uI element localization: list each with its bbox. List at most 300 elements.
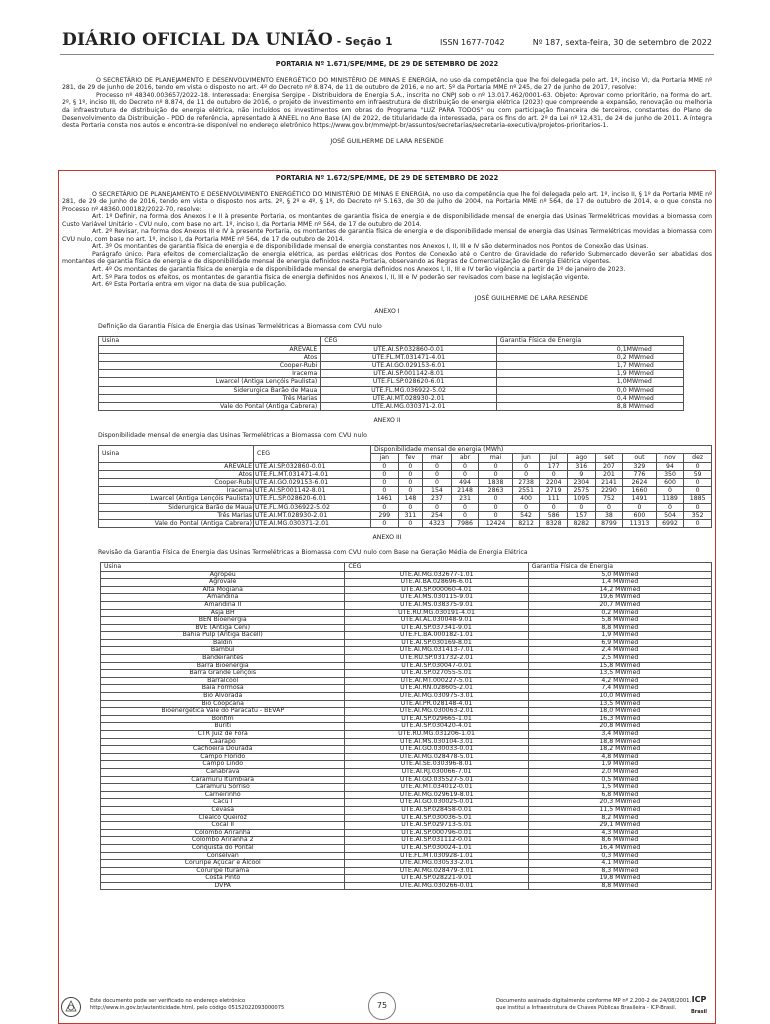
plant-name: Baldin	[101, 639, 345, 647]
plant-name: Cacú I	[101, 799, 345, 807]
month-value: 1461	[371, 495, 399, 503]
month-value: 0	[623, 503, 656, 511]
month-value: 148	[398, 495, 423, 503]
plant-name: Atos	[99, 470, 254, 478]
month-value: 0	[398, 462, 423, 470]
month-value: 0	[684, 479, 712, 487]
ceg-code: UTE.AI.GO.035527-5.01	[345, 776, 528, 784]
guarantee-value: 1,9 MWmed	[528, 761, 711, 769]
column-header: CEG	[254, 446, 371, 462]
plant-name: DVPA	[101, 882, 345, 890]
month-value: 11313	[623, 520, 656, 528]
month-value: 0	[371, 503, 399, 511]
ceg-code: UTE.RU.MG.030191-4.01	[345, 609, 528, 617]
month-value: 2738	[512, 479, 540, 487]
table-row	[99, 503, 712, 511]
month-value: 0	[398, 503, 423, 511]
month-value: 8799	[595, 520, 623, 528]
annex-title: ANEXO I	[374, 308, 400, 316]
portaria-1672	[62, 174, 712, 890]
plant-name: Cooper-Rubi	[99, 479, 254, 487]
month-value: 2290	[595, 487, 623, 495]
ceg-code: UTE.AI.SP.001142-8.01	[254, 487, 371, 495]
month-value: 6992	[656, 520, 684, 528]
page-number: 75	[368, 992, 396, 1020]
month-value: 1095	[568, 495, 596, 503]
ceg-code: UTE.AI.RN.028605-2.01	[345, 685, 528, 693]
guarantee-value: 13,5 MWmed	[528, 700, 711, 708]
month-value: 0	[451, 511, 479, 519]
plant-name: Bonfim	[101, 715, 345, 723]
plant-name: Amandina	[101, 594, 345, 602]
table-row	[99, 386, 684, 394]
plant-name: Colombo Ariranha	[101, 829, 345, 837]
month-header: ago	[568, 454, 596, 462]
table-row	[99, 495, 712, 503]
month-value: 2148	[451, 487, 479, 495]
guarantee-value: 20,7 MWmed	[528, 601, 711, 609]
ceg-code: UTE.FL.SP.028620-6.01	[321, 378, 497, 386]
month-value: 2624	[623, 479, 656, 487]
plant-name: Baía Formosa	[101, 685, 345, 693]
plant-name: Vale do Pontal (Antiga Cabrera)	[99, 520, 254, 528]
guarantee-value: 1,7 MWmed	[496, 361, 683, 369]
plant-name: Bioenergética Vale do Paracatu - BEVAP	[101, 708, 345, 716]
guarantee-value: 8,6 MWmed	[528, 837, 711, 845]
month-value: 59	[684, 470, 712, 478]
plant-name: Caramuru Sorriso	[101, 784, 345, 792]
ceg-code: UTE.AI.MG.032677-1.01	[345, 571, 528, 579]
ceg-code: UTE.AI.MG.030063-2.01	[345, 708, 528, 716]
plant-name: Barra Bioenergia	[101, 662, 345, 670]
guarantee-value: 0,2 MWmed	[496, 353, 683, 361]
month-value: 400	[512, 495, 540, 503]
plant-name: Conselvan	[101, 852, 345, 860]
plant-name: Asja BH	[101, 609, 345, 617]
month-value: 0	[423, 503, 452, 511]
month-header: dez	[684, 454, 712, 462]
ceg-code: UTE.FL.MT.031471-4.01	[254, 470, 371, 478]
guarantee-value: 1,9 MWmed	[496, 370, 683, 378]
month-value: 0	[423, 462, 452, 470]
plant-name: Buriti	[101, 723, 345, 731]
ceg-code: UTE.AI.MG.030371-2.01	[254, 520, 371, 528]
guarantee-value: 0,2 MWmed	[528, 609, 711, 617]
guarantee-value: 0,0 MWmed	[496, 386, 683, 394]
ceg-code: UTE.AI.SP.032860-0.01	[321, 345, 497, 353]
ceg-code: UTE.AI.MT.028930-2.01	[321, 394, 497, 402]
month-value: 0	[512, 462, 540, 470]
ceg-code: UTE.AI.AL.030048-9.01	[345, 617, 528, 625]
month-header: out	[623, 454, 656, 462]
month-header: jan	[371, 454, 399, 462]
month-value: 8282	[568, 520, 596, 528]
month-value: 12424	[479, 520, 512, 528]
month-value: 0	[371, 479, 399, 487]
month-value: 2719	[540, 487, 568, 495]
ceg-code: UTE.AI.MG.031413-7.01	[345, 647, 528, 655]
plant-name: Cooper-Rubi	[99, 361, 321, 369]
table-row	[99, 479, 712, 487]
month-value: 7986	[451, 520, 479, 528]
table-row	[101, 806, 712, 814]
month-value: 0	[371, 487, 399, 495]
guarantee-value: 15,8 MWmed	[528, 662, 711, 670]
table-row	[101, 693, 712, 701]
month-value: 0	[398, 487, 423, 495]
month-value: 1491	[623, 495, 656, 503]
month-value: 586	[540, 511, 568, 519]
ceg-code: UTE.AI.BA.028696-6.01	[345, 579, 528, 587]
month-value: 0	[451, 462, 479, 470]
plant-name: Caarapó	[101, 738, 345, 746]
guarantee-value: 19,8 MWmed	[528, 875, 711, 883]
ceg-code: UTE.AI.SP.028221-9.01	[345, 875, 528, 883]
article: Art. 2º Revisar, na forma dos Anexos III e IV à presente Portaria, os montantes de garantia física de energia e de disponibilidade mensal de energia das Usinas Termelétricas movidas a biomassa com CVU nulo, com base no art. 1º, inciso I, da Portaria MME nº 564, de 17 de outubro de 2014.	[62, 228, 712, 243]
plant-name: Barralcool	[101, 677, 345, 685]
guarantee-value: 5,0 MWmed	[528, 571, 711, 579]
guarantee-value: 7,4 MWmed	[528, 685, 711, 693]
month-value: 0	[684, 503, 712, 511]
table-row	[99, 462, 712, 470]
table-row	[101, 768, 712, 776]
ceg-code: UTE.AI.MT.000227-5.01	[345, 677, 528, 685]
month-value: 0	[479, 495, 512, 503]
month-value: 1838	[479, 479, 512, 487]
guarantee-value: 2,0 MWmed	[528, 768, 711, 776]
plant-name: Canabrava	[101, 768, 345, 776]
verification-link[interactable]: http://www.in.gov.br/autenticidade.html, pelo código 05152022093000075	[90, 1004, 285, 1011]
month-value: 177	[540, 462, 568, 470]
plant-name: Bio Coopcana	[101, 700, 345, 708]
month-value: 0	[540, 470, 568, 478]
plant-name: Caramuru Itumbiara	[101, 776, 345, 784]
month-value: 0	[451, 503, 479, 511]
month-value: 600	[656, 479, 684, 487]
annex2-table	[98, 445, 712, 528]
ceg-code: UTE.AI.SP.000796-0.01	[345, 829, 528, 837]
portaria-1671	[62, 57, 712, 145]
plant-name: AREVALE	[99, 345, 321, 353]
annex-title: ANEXO III	[372, 534, 402, 542]
month-value: 0	[684, 487, 712, 495]
plant-name: Alta Mogiana	[101, 586, 345, 594]
portaria-title: PORTARIA Nº 1.671/SPE/MME, DE 29 DE SETEMBRO DE 2022	[275, 60, 499, 68]
guarantee-value: 16,4 MWmed	[528, 844, 711, 852]
plant-name: Bambuí	[101, 647, 345, 655]
page-header	[62, 30, 712, 54]
month-header: abr	[451, 454, 479, 462]
plant-name: Clealco Queiroz	[101, 814, 345, 822]
plant-name: Bandeirantes	[101, 655, 345, 663]
article: Art. 1º Definir, na forma dos Anexos I e II à presente Portaria, os montantes de garantia física de energia e de disponibilidade mensal de energia das Usinas Termelétricas movidas a biomassa com Custo Variável Unitário - CVU nulo, com base no art. 1º, inciso I, da Portaria MME nº 564, de 17 de outubro de 2014.	[62, 213, 712, 228]
ceg-code: UTE.AI.SP.028458-0.01	[345, 806, 528, 814]
ceg-code: UTE.AI.SP.030024-1.01	[345, 844, 528, 852]
plant-name: Atos	[99, 353, 321, 361]
plant-name: Campo Lindo	[101, 761, 345, 769]
month-value: 504	[656, 511, 684, 519]
month-value: 154	[423, 487, 452, 495]
month-value: 1660	[623, 487, 656, 495]
ceg-code: UTE.AI.SP.031112-0.01	[345, 837, 528, 845]
verification-note: Este documento pode ser verificado no endereço eletrônico http://www.in.gov.br/autenticidade.html, pelo código 05152022093000075	[90, 998, 285, 1011]
plant-name: Agropéu	[101, 571, 345, 579]
ceg-code: UTE.FL.MT.031471-4.01	[321, 353, 497, 361]
month-value: 0	[451, 470, 479, 478]
month-value: 94	[656, 462, 684, 470]
coat-of-arms-icon	[60, 996, 82, 1018]
article: Art. 6º Esta Portaria entra em vigor na data de sua publicação.	[92, 281, 287, 289]
month-value: 0	[512, 503, 540, 511]
ceg-code: UTE.AI.RJ.030066-7.01	[345, 768, 528, 776]
ceg-code: UTE.FL.MG.036922-5.02	[321, 386, 497, 394]
guarantee-value: 0,1MWmed	[496, 345, 683, 353]
portaria-title: PORTARIA Nº 1.672/SPE/MME, DE 29 DE SETEMBRO DE 2022	[275, 174, 499, 182]
month-value: 4323	[423, 520, 452, 528]
guarantee-value: 6,8 MWmed	[528, 791, 711, 799]
ceg-code: UTE.FL.SP.028620-6.01	[254, 495, 371, 503]
month-value: 8328	[540, 520, 568, 528]
month-value: 111	[540, 495, 568, 503]
column-header: Usina	[101, 563, 345, 571]
column-header: Disponibilidade mensal de energia (MWh)	[371, 446, 712, 454]
table-row	[99, 345, 684, 353]
month-value: 329	[623, 462, 656, 470]
guarantee-value: 4,3 MWmed	[528, 829, 711, 837]
ceg-code: UTE.AI.GO.030033-0.01	[345, 746, 528, 754]
month-value: 0	[512, 470, 540, 478]
plant-name: Barra Grande Lençóis	[101, 670, 345, 678]
guarantee-value: 13,5 MWmed	[528, 670, 711, 678]
guarantee-value: 11,5 MWmed	[528, 806, 711, 814]
plant-name: Bahia Pulp (Antiga Bacell)	[101, 632, 345, 640]
guarantee-value: 19,6 MWmed	[528, 594, 711, 602]
month-value: 2575	[568, 487, 596, 495]
ceg-code: UTE.AI.SP.027055-5.01	[345, 670, 528, 678]
month-value: 207	[595, 462, 623, 470]
guarantee-value: 16,3 MWmed	[528, 715, 711, 723]
ceg-code: UTE.AI.SP.037341-9.01	[345, 624, 528, 632]
ceg-code: UTE.AI.MS.030115-9.01	[345, 594, 528, 602]
guarantee-value: 8,2 MWmed	[528, 814, 711, 822]
month-value: 0	[656, 503, 684, 511]
month-value: 752	[595, 495, 623, 503]
ceg-code: UTE.AI.MG.028478-5.01	[345, 753, 528, 761]
table-row	[101, 844, 712, 852]
plant-name: Três Marias	[99, 394, 321, 402]
month-value: 157	[568, 511, 596, 519]
plant-name: Três Marias	[99, 511, 254, 519]
table-row	[99, 470, 712, 478]
month-value: 2141	[595, 479, 623, 487]
month-value: 350	[656, 470, 684, 478]
month-value: 0	[479, 462, 512, 470]
guarantee-value: 18,8 MWmed	[528, 738, 711, 746]
guarantee-value: 4,2 MWmed	[528, 677, 711, 685]
table-row	[99, 353, 684, 361]
ceg-code: UTE.AI.MG.029619-8.01	[345, 791, 528, 799]
plant-name: Bio Alvorada	[101, 693, 345, 701]
ceg-code: UTE.AI.SP.030047-0.01	[345, 662, 528, 670]
guarantee-value: 0,4 MWmed	[496, 394, 683, 402]
month-value: 0	[398, 520, 423, 528]
ceg-code: UTE.AI.SE.030396-8.01	[345, 761, 528, 769]
guarantee-value: 2,5 MWmed	[528, 655, 711, 663]
ceg-code: UTE.AI.MT.034012-0.01	[345, 784, 528, 792]
paragraph: O SECRETÁRIO DE PLANEJAMENTO E DESENVOLVIMENTO ENERGÉTICO DO MINISTÉRIO DE MINAS E ENERGIA, no uso da competência que lhe foi delegada pelo art. 1º, inciso VI, da Portaria MME nº 281, de 29 de junho de 2016, tendo em vista o disposto no art. 4º do Decreto nº 8.874, de 11 de outubro de 2016, e no art. 5º da Portaria MME nº 245, de 27 de junho de 2017, resolve:	[62, 76, 712, 92]
article: Art. 4º Os montantes de garantia física de energia e de disponibilidade mensal de energia definidos nos Anexos I, II, III e IV terão vigência a partir de 1º de janeiro de 2023.	[92, 266, 626, 274]
column-header: Garantia Física de Energia	[528, 563, 711, 571]
annex-subtitle: Revisão da Garantia Física de Energia das Usinas Termelétricas a Biomassa com CVU nulo com Base na Geração Média de Energia Elétrica	[98, 548, 528, 556]
ceg-code: UTE.AI.MG.030371-2.01	[321, 402, 497, 410]
guarantee-value: 1,9 MWmed	[528, 632, 711, 640]
plant-name: Siderurgica Barão de Maua	[99, 503, 254, 511]
plant-name: Lwarcel (Antiga Lençóis Paulista)	[99, 495, 254, 503]
month-value: 311	[398, 511, 423, 519]
guarantee-value: 0,5 MWmed	[528, 776, 711, 784]
table-row	[101, 731, 712, 739]
guarantee-value: 20,8 MWmed	[528, 723, 711, 731]
ceg-code: UTE.FL.BA.000182-1.01	[345, 632, 528, 640]
month-value: 9	[568, 470, 596, 478]
month-value: 0	[479, 503, 512, 511]
column-header: Usina	[99, 337, 321, 345]
month-value: 237	[423, 495, 452, 503]
month-value: 8212	[512, 520, 540, 528]
month-header: nov	[656, 454, 684, 462]
month-value: 231	[451, 495, 479, 503]
month-value: 0	[656, 487, 684, 495]
plant-name: Agrovale	[101, 579, 345, 587]
guarantee-value: 29,1 MWmed	[528, 822, 711, 830]
ceg-code: UTE.AI.MS.030104-3.01	[345, 738, 528, 746]
guarantee-value: 4,8 MWmed	[528, 753, 711, 761]
month-value: 0	[684, 520, 712, 528]
ceg-code: UTE.AI.GO.029153-6.01	[254, 479, 371, 487]
month-header: mai	[479, 454, 512, 462]
guarantee-value: 0,3 MWmed	[528, 852, 711, 860]
plant-name: Amandina II	[101, 601, 345, 609]
ceg-code: UTE.AI.MG.030533-2.01	[345, 860, 528, 868]
plant-name: Colombo Ariranha 2	[101, 837, 345, 845]
guarantee-value: 3,4 MWmed	[528, 731, 711, 739]
guarantee-value: 8,8 MWmed	[528, 624, 711, 632]
guarantee-value: 8,8 MWmed	[496, 402, 683, 410]
month-header: mar	[423, 454, 452, 462]
month-value: 38	[595, 511, 623, 519]
month-value: 0	[371, 520, 399, 528]
month-value: 494	[451, 479, 479, 487]
month-value: 2551	[512, 487, 540, 495]
plant-name: Corurípe Açúcar e Álcool	[101, 860, 345, 868]
plant-name: Iracema	[99, 370, 321, 378]
table-row	[99, 370, 684, 378]
guarantee-value: 10,0 MWmed	[528, 693, 711, 701]
ceg-code: UTE.AI.SP.030169-8.01	[345, 639, 528, 647]
page-footer	[60, 994, 714, 1024]
annex3-table	[100, 562, 712, 890]
guarantee-value: 8,3 MWmed	[528, 867, 711, 875]
annex-subtitle: Disponibilidade mensal de energia das Usinas Termelétricas a Biomassa com CVU nulo	[98, 431, 367, 439]
table-row	[99, 520, 712, 528]
ceg-code: UTE.AI.MT.028930-2.01	[254, 511, 371, 519]
plant-name: Costa Pinto	[101, 875, 345, 883]
table-row	[99, 378, 684, 386]
ceg-code: UTE.AI.PR.028148-4.01	[345, 700, 528, 708]
annex-subtitle: Definição da Garantia Física de Energia das Usinas Termelétricas a Biomassa com CVU nulo	[98, 322, 382, 330]
ceg-code: UTE.RU.MG.031206-1.01	[345, 731, 528, 739]
table-row	[99, 487, 712, 495]
month-value: 0	[684, 462, 712, 470]
plant-name: Carneirinho	[101, 791, 345, 799]
guarantee-value: 18,2 MWmed	[528, 746, 711, 754]
guarantee-value: 20,3 MWmed	[528, 799, 711, 807]
table-row	[99, 394, 684, 402]
month-value: 542	[512, 511, 540, 519]
signature: JOSÉ GUILHERME DE LARA RESENDE	[474, 294, 588, 302]
ceg-code: UTE.AI.SP.030420-4.01	[345, 723, 528, 731]
article: Art. 5º Para todos os efeitos, os montantes de garantia física de energia definidos nos Anexos I, II, III e IV poderão ser revisados com base na legislação vigente.	[92, 273, 590, 281]
plant-name: Cevasa	[101, 806, 345, 814]
table-row	[99, 361, 684, 369]
table-row	[101, 601, 712, 609]
column-header: CEG	[345, 563, 528, 571]
signature-note: Documento assinado digitalmente conforme MP nº 2.200-2 de 24/08/2001, que institui a Infraestrutura de Chaves Públicas Brasileira - ICP-Brasil.	[496, 998, 692, 1011]
guarantee-value: 5,8 MWmed	[528, 617, 711, 625]
ceg-code: UTE.AI.GO.030025-0.01	[345, 799, 528, 807]
month-value: 316	[568, 462, 596, 470]
plant-name: Iracema	[99, 487, 254, 495]
guarantee-value: 6,9 MWmed	[528, 639, 711, 647]
ceg-code: UTE.AI.SP.001142-8.01	[321, 370, 497, 378]
month-value: 600	[623, 511, 656, 519]
ceg-code: UTE.AI.GO.029153-6.01	[321, 361, 497, 369]
column-header: Garantia Física de Energia	[496, 337, 683, 345]
guarantee-value: 18,0 MWmed	[528, 708, 711, 716]
month-value: 0	[423, 479, 452, 487]
guarantee-value: 8,8 MWmed	[528, 882, 711, 890]
column-header: CEG	[321, 337, 497, 345]
plant-name: Vale do Pontal (Antiga Cabrera)	[99, 402, 321, 410]
month-value: 776	[623, 470, 656, 478]
plant-name: AREVALE	[99, 462, 254, 470]
ceg-code: UTE.AI.SP.032860-0.01	[254, 462, 371, 470]
plant-name: BEN Bioenergia	[101, 617, 345, 625]
table-row	[99, 402, 684, 410]
month-value: 1885	[684, 495, 712, 503]
ceg-code: UTE.AI.MG.030266-0.01	[345, 882, 528, 890]
table-row	[99, 511, 712, 519]
plant-name: Cachoeira Dourada	[101, 746, 345, 754]
month-value: 0	[568, 503, 596, 511]
plant-name: Conquista do Pontal	[101, 844, 345, 852]
ceg-code: UTE.FL.MT.030928-1.01	[345, 852, 528, 860]
month-header: jun	[512, 454, 540, 462]
plant-name: Lwarcel (Antiga Lençóis Paulista)	[99, 378, 321, 386]
guarantee-value: 1,5 MWmed	[528, 784, 711, 792]
annex1-table	[98, 336, 684, 411]
month-value: 0	[398, 470, 423, 478]
journal-title: DIÁRIO OFICIAL DA UNIÃO - Seção 1	[62, 30, 393, 50]
ceg-code: UTE.AI.SP.000060-4.01	[345, 586, 528, 594]
plant-name: Corurípe Iturama	[101, 867, 345, 875]
month-value: 254	[423, 511, 452, 519]
month-value: 0	[398, 479, 423, 487]
section-label: - Seção 1	[332, 36, 393, 48]
month-header: jul	[540, 454, 568, 462]
header-divider	[60, 54, 714, 55]
column-header: Usina	[99, 446, 254, 462]
